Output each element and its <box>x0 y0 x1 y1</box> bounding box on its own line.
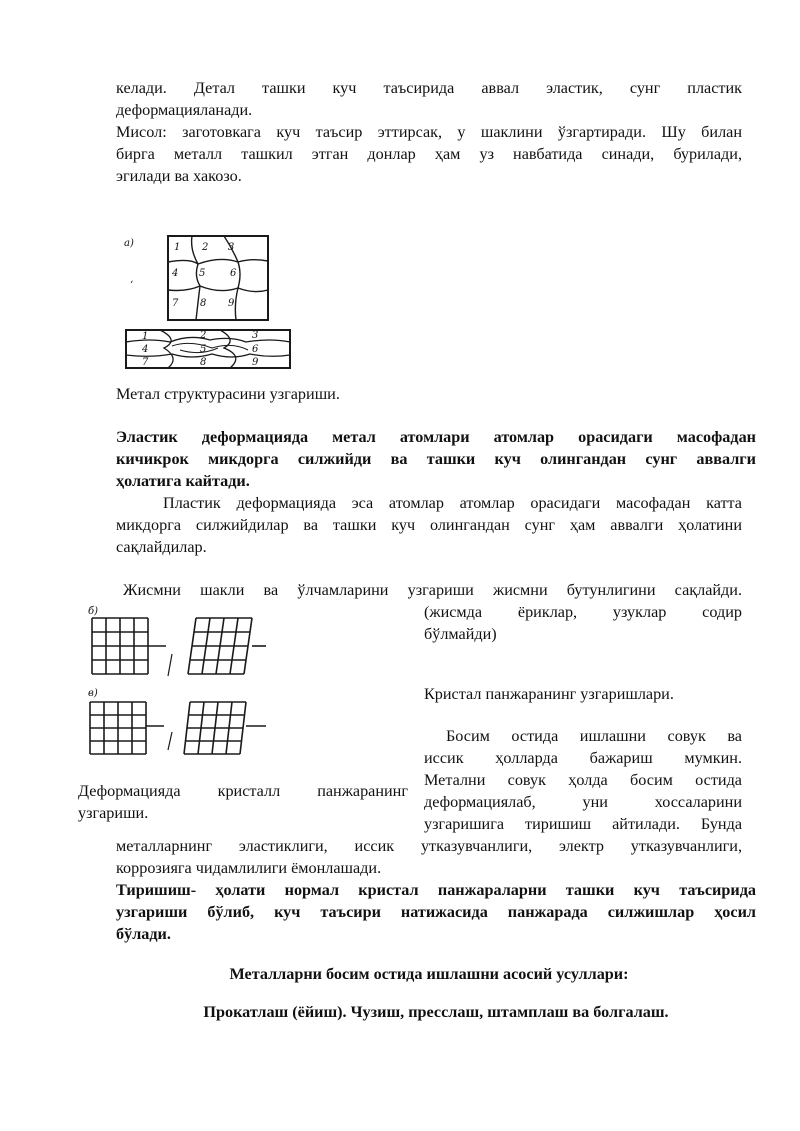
grain-stray-mark: ‘ <box>130 280 134 291</box>
grain-number: 1 <box>174 242 181 253</box>
paragraph-line: (жисмда ёриклар, узуклар содир <box>424 603 742 621</box>
bold-paragraph-line: бўлади. <box>116 925 171 943</box>
lattice-line <box>168 732 172 750</box>
section-heading: Металларни босим остида ишлашни асосий усуллари: <box>229 965 629 983</box>
figure-caption: Деформацияда кристалл панжаранинг <box>78 782 408 800</box>
grain-figure-label: а) <box>124 238 134 249</box>
paragraph-line: металларнинг эластиклиги, иссик утказувчанлиги, электр утказувчанлиги, <box>116 837 742 855</box>
paragraph-line: сақлайдилар. <box>116 538 207 556</box>
paragraph-line: узгаришига тиришиш айтилади. Бунда <box>424 815 742 833</box>
paragraph-line: Мисол: заготовкага куч таъсир эттирсак, у шаклини ўзгартиради. Шу билан <box>116 123 742 141</box>
paragraph-line: Метални совук ҳолда босим остида <box>424 771 742 789</box>
lattice-bottom-label: в) <box>88 688 98 699</box>
grain-number: 9 <box>228 298 235 309</box>
grain-number: 5 <box>199 268 206 279</box>
grain-number: 9 <box>252 357 259 368</box>
paragraph-line: бирга металл ташкил этган донлар ҳам уз навбатида синади, бурилади, <box>116 145 742 163</box>
lattice-top-label: б) <box>88 606 99 617</box>
grain-number: 3 <box>228 242 235 253</box>
grain-number: 8 <box>200 357 207 368</box>
bold-paragraph-line: Тиришиш- ҳолати нормал кристал панжараларни ташки куч таъсирида <box>116 881 756 899</box>
bold-paragraph-line: ҳолатига кайтади. <box>116 472 250 490</box>
bold-paragraph-line: Эластик деформацияда метал атомлари атомлар орасидаги масофадан <box>116 428 756 446</box>
grain-number: 2 <box>202 242 209 253</box>
lattice-caption: Кристал панжаранинг узгаришлари. <box>424 685 674 703</box>
grain-number: 5 <box>200 344 207 355</box>
paragraph-line: микдорга силжийдилар ва ташки куч олингандан сунг ҳам аввалги ҳолатини <box>116 516 742 534</box>
section-heading: Прокатлаш (ёйиш). Чузиш, пресслаш, штамплаш ва болгалаш. <box>203 1003 669 1021</box>
grain-number: 7 <box>172 298 179 309</box>
paragraph-line: иссик ҳолларда бажариш мумкин. <box>424 749 742 767</box>
paragraph-line: деформацияланади. <box>116 101 253 119</box>
crystal-lattice-figure <box>84 604 274 764</box>
grain-structure-figure <box>120 228 295 378</box>
figure-caption: узгариши. <box>78 804 149 822</box>
paragraph-line: деформациялаб, уни хоссаларини <box>424 793 742 811</box>
paragraph-line: Жисмни шакли ва ўлчамларини узгариши жисмни бутунлигини сақлайди. <box>123 581 742 599</box>
bold-paragraph-line: узгариши бўлиб, куч таъсири натижасида панжарада силжишлар ҳосил <box>116 903 756 921</box>
paragraph-line: коррозияга чидамлилиги ёмонлашади. <box>116 859 382 877</box>
grain-number: 2 <box>200 330 207 341</box>
grain-number: 6 <box>252 344 259 355</box>
paragraph-line: Босим остида ишлашни совук ва <box>446 727 742 745</box>
grain-number: 7 <box>142 357 149 368</box>
grain-number: 4 <box>142 344 149 355</box>
lattice-line <box>168 654 172 676</box>
grain-number: 6 <box>230 268 237 279</box>
grain-number: 8 <box>200 298 207 309</box>
grain-number: 1 <box>142 331 149 342</box>
paragraph-line: эгилади ва хакозо. <box>116 167 242 185</box>
paragraph-line: Пластик деформацияда эса атомлар атомлар орасидаги масофадан катта <box>163 494 742 512</box>
paragraph-line: келади. Детал ташки куч таъсирида аввал эластик, сунг пластик <box>116 79 742 97</box>
bold-paragraph-line: кичикрок микдорга силжийди ва ташки куч олингандан сунг аввалги <box>116 450 756 468</box>
figure-caption: Метал структурасини узгариши. <box>116 385 340 403</box>
grain-number: 3 <box>252 330 259 341</box>
paragraph-line: бўлмайди) <box>424 625 497 643</box>
grain-number: 4 <box>172 268 179 279</box>
